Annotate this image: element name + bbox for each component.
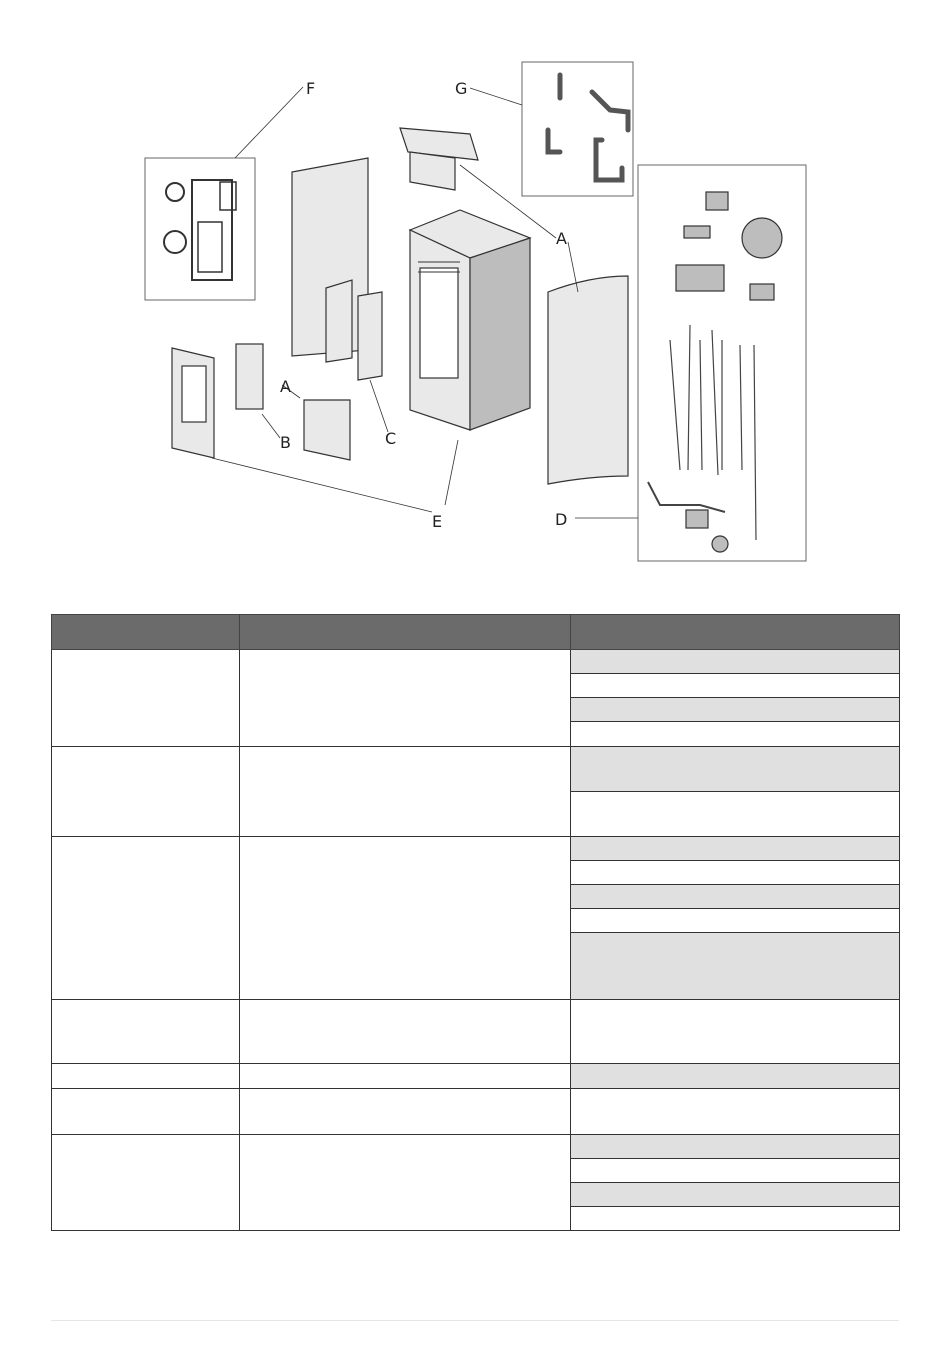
table-subcell (571, 933, 899, 999)
footer-divider (51, 1320, 899, 1321)
table-row (52, 1000, 900, 1064)
table-cell (240, 747, 571, 837)
table-row (52, 1064, 900, 1089)
callout-b: B (280, 433, 291, 452)
table-cell (52, 837, 240, 1000)
right-side-panel (548, 276, 628, 484)
table-row (52, 1089, 900, 1135)
table-subcell (571, 1089, 899, 1134)
table-subcell (571, 885, 899, 909)
table-subcell (571, 909, 899, 933)
table-header-row (52, 615, 900, 650)
table-cell (52, 747, 240, 837)
table-subcell (571, 1000, 899, 1063)
stove-body (410, 210, 530, 430)
table-subcell (571, 861, 899, 885)
table-cell (52, 1135, 240, 1231)
table-cell (240, 1135, 571, 1231)
table-subcell (571, 1207, 899, 1230)
table-cell (571, 1089, 900, 1135)
callout-c: C (385, 429, 397, 448)
table-cell (571, 837, 900, 1000)
callout-a-right: A (556, 229, 567, 248)
pipe-kit-box (522, 62, 633, 196)
table-row (52, 1135, 900, 1231)
table-subcell (571, 722, 899, 746)
table-header-cell (240, 615, 571, 650)
table-subcell (571, 837, 899, 861)
table-subcell (571, 1159, 899, 1183)
table-cell (240, 650, 571, 747)
callout-d: D (555, 510, 568, 529)
table-cell (240, 1064, 571, 1089)
table-cell (571, 1064, 900, 1089)
lower-panel (304, 400, 350, 460)
table-row (52, 650, 900, 747)
table-cell (571, 747, 900, 837)
door-glass (236, 344, 263, 409)
table-subcell (571, 650, 899, 674)
inner-panel-c (326, 280, 352, 362)
table-cell (52, 1000, 240, 1064)
spare-parts-table (51, 614, 900, 1231)
table-cell (240, 1089, 571, 1135)
table-header-cell (571, 615, 900, 650)
callout-e: E (432, 512, 443, 531)
table-cell (240, 837, 571, 1000)
table-cell (240, 1000, 571, 1064)
table-cell (52, 1089, 240, 1135)
table-subcell (571, 1064, 899, 1088)
table-subcell (571, 1135, 899, 1159)
table-row (52, 837, 900, 1000)
table-subcell (571, 1183, 899, 1207)
table-row (52, 747, 900, 837)
table-subcell (571, 674, 899, 698)
callout-a-left: A (280, 377, 291, 396)
table-subcell (571, 698, 899, 722)
exploded-view-diagram (0, 0, 950, 590)
table-cell (52, 1064, 240, 1089)
table-cell (571, 1135, 900, 1231)
table-subcell (571, 792, 899, 836)
table-header-cell (52, 615, 240, 650)
table-cell (571, 1000, 900, 1064)
callout-f: F (306, 79, 316, 98)
table-subcell (571, 747, 899, 792)
table-cell (52, 650, 240, 747)
table-cell (571, 650, 900, 747)
callout-g: G (455, 79, 468, 98)
